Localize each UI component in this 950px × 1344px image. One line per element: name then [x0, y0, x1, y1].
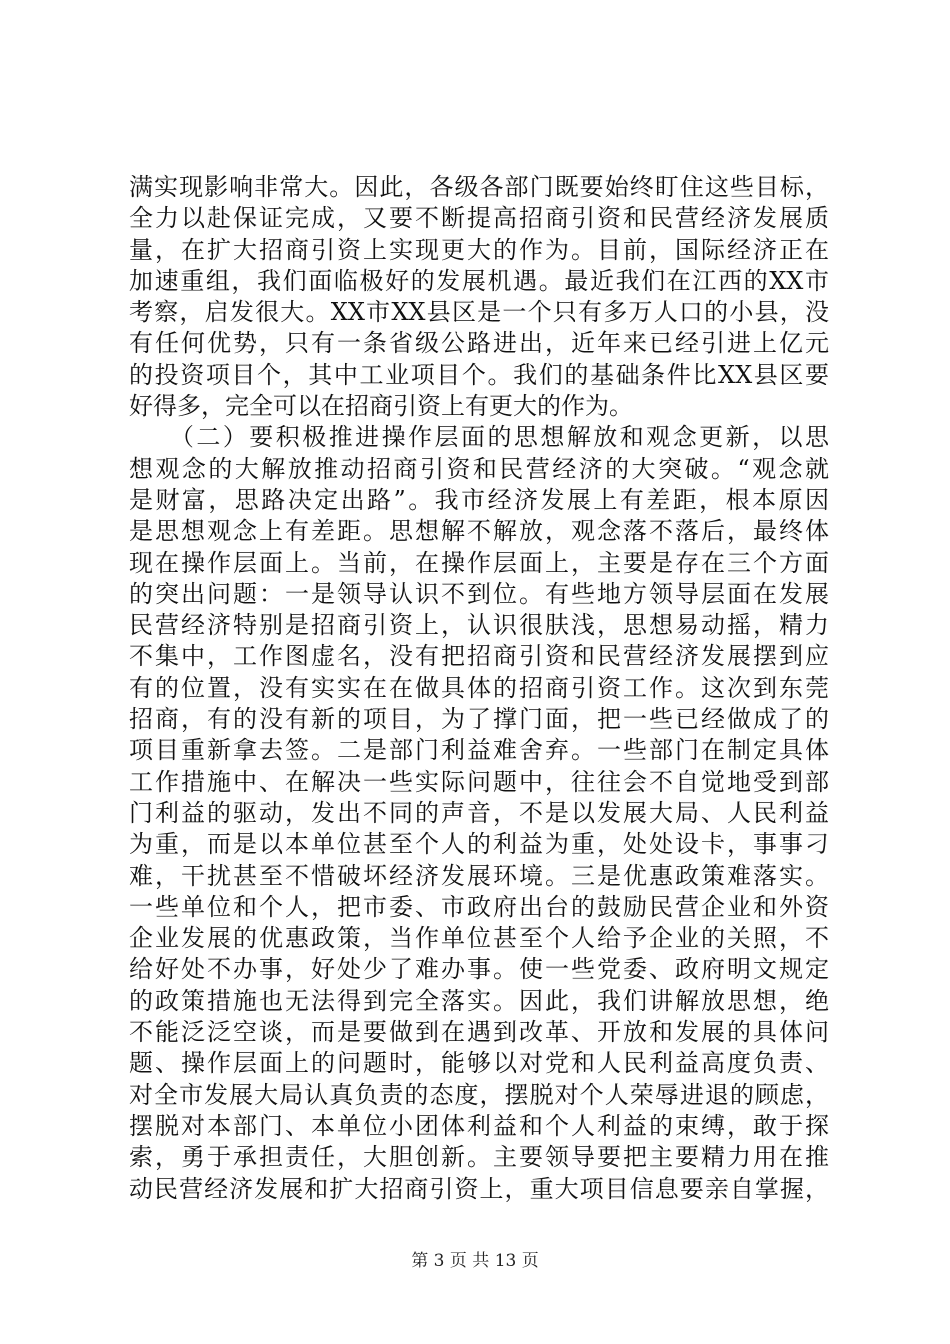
paragraph-line: 不集中，工作图虚名，没有把招商引资和民营经济发展摆到应 [129, 642, 829, 671]
paragraph-line: 不能泛泛空谈，而是要做到在遇到改革、开放和发展的具体问 [129, 1018, 829, 1047]
paragraph-line: 的投资项目个，其中工业项目个。我们的基础条件比XX县区要 [129, 360, 829, 389]
paragraph-line: 工作措施中、在解决一些实际问题中，往往会不自觉地受到部 [129, 767, 829, 796]
paragraph-line: 门利益的驱动，发出不同的声音，不是以发展大局、人民利益 [129, 798, 829, 827]
paragraph-line: 的政策措施也无法得到完全落实。因此，我们讲解放思想，绝 [129, 986, 829, 1015]
paragraph-line: 是财富，思路决定出路”。我市经济发展上有差距，根本原因 [129, 485, 829, 514]
paragraph-line: 量，在扩大招商引资上实现更大的作为。目前，国际经济正在 [129, 235, 829, 264]
paragraph-line: 动民营经济发展和扩大招商引资上，重大项目信息要亲自掌握， [129, 1174, 829, 1203]
paragraph-line: 有的位置，没有实实在在做具体的招商引资工作。这次到东莞 [129, 673, 829, 702]
paragraph-line: 考察，启发很大。XX市XX县区是一个只有多万人口的小县，没 [129, 298, 829, 327]
paragraph-line: 一些单位和个人，把市委、市政府出台的鼓励民营企业和外资 [129, 892, 829, 921]
paragraph-line: 满实现影响非常大。因此，各级各部门既要始终盯住这些目标， [129, 173, 829, 201]
page-footer: 第 3 页 共 13 页 [411, 1251, 539, 1271]
paragraph-line: 的突出问题：一是领导认识不到位。有些地方领导层面在发展 [129, 579, 829, 608]
paragraph-line: 是思想观念上有差距。思想解不解放，观念落不落后，最终体 [129, 517, 829, 546]
body-text [129, 172, 829, 1205]
paragraph-line: 想观念的大解放推动招商引资和民营经济的大突破。“观念就 [129, 454, 829, 483]
paragraph-line: 为重，而是以本单位甚至个人的利益为重，处处设卡，事事刁 [129, 830, 829, 859]
paragraph-line: 有任何优势，只有一条省级公路进出，近年来已经引进上亿元 [129, 329, 829, 358]
paragraph-line: 现在操作层面上。当前，在操作层面上，主要是存在三个方面 [129, 548, 829, 577]
paragraph-line: 给好处不办事，好处少了难办事。使一些党委、政府明文规定 [129, 955, 829, 984]
paragraph-line: 对全市发展大局认真负责的态度，摆脱对个人荣辱进退的顾虑， [129, 1080, 829, 1109]
paragraph-line: （二）要积极推进操作层面的思想解放和观念更新，以思 [129, 423, 829, 452]
paragraph-line: 索，勇于承担责任，大胆创新。主要领导要把主要精力用在推 [129, 1143, 829, 1172]
paragraph-line: 招商，有的没有新的项目，为了撑门面，把一些已经做成了的 [129, 705, 829, 734]
paragraph-line: 题、操作层面上的问题时，能够以对党和人民利益高度负责、 [129, 1049, 829, 1078]
paragraph-line: 难，干扰甚至不惜破坏经济发展环境。三是优惠政策难落实。 [129, 861, 829, 890]
paragraph-line: 企业发展的优惠政策，当作单位甚至个人给予企业的关照，不 [129, 924, 829, 953]
paragraph-line: 摆脱对本部门、本单位小团体利益和个人利益的束缚，敢于探 [129, 1111, 829, 1140]
paragraph-line: 全力以赴保证完成，又要不断提高招商引资和民营经济发展质 [129, 204, 829, 233]
paragraph-line: 好得多，完全可以在招商引资上有更大的作为。 [129, 392, 633, 421]
paragraph-line: 民营经济特别是招商引资上，认识很肤浅，思想易动摇，精力 [129, 611, 829, 640]
paragraph-line: 加速重组，我们面临极好的发展机遇。最近我们在江西的XX市 [129, 266, 829, 295]
paragraph-line: 项目重新拿去签。二是部门利益难舍弃。一些部门在制定具体 [129, 736, 829, 765]
